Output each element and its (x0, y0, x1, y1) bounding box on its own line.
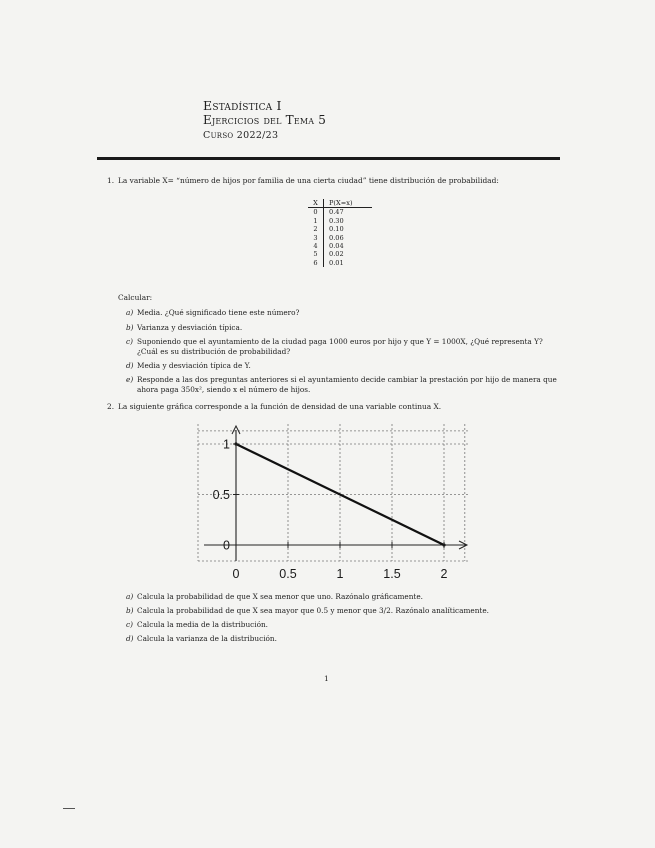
table-row (308, 225, 372, 233)
table-header-x: X (308, 199, 324, 208)
ex1-item-c (126, 337, 559, 356)
item-label: b) (126, 606, 134, 615)
item-label: d) (126, 634, 134, 643)
probability-table (308, 199, 372, 267)
ex2-item-c (126, 620, 557, 630)
item-label: e) (126, 375, 134, 384)
ex1-item-d (126, 361, 557, 371)
item-label: c) (126, 620, 133, 629)
ex2-item-a (126, 592, 557, 602)
item-text: Media y desviación típica de Y. (137, 361, 251, 370)
item-text: Calcula la probabilidad de que X sea mayor que 0.5 y menor que 3/2. Razónalo analíticamente. (137, 606, 490, 615)
ex2-item-d (126, 634, 557, 644)
table-row (308, 250, 372, 258)
table-cell: 4 (308, 242, 324, 250)
table-row (308, 259, 372, 267)
item-label: b) (126, 323, 134, 332)
table-cell: 0.10 (329, 225, 344, 234)
x-tick-label: 2 (440, 567, 448, 581)
density-chart (190, 420, 490, 592)
table-cell: 6 (308, 259, 324, 267)
item-text: Calcula la media de la distribución. (137, 620, 268, 629)
table-row (308, 242, 372, 250)
ex2-item-b (126, 606, 557, 616)
exercise-1-statement: La variable X= “número de hijos por familia de una cierta ciudad” tiene distribución de probabilidad: (118, 176, 499, 185)
table-cell: 2 (308, 225, 324, 233)
x-tick-label: 1 (336, 567, 344, 581)
table-cell: 0.47 (329, 208, 344, 217)
x-tick-label: 1.5 (383, 567, 401, 581)
item-text: Calcula la probabilidad de que X sea menor que uno. Razónalo gráficamente. (137, 592, 423, 601)
chart-tick-labels (213, 438, 448, 582)
exercise-1-number: 1. (107, 176, 115, 185)
page-number: 1 (324, 674, 329, 683)
document-header (203, 98, 326, 143)
exercise-2-number: 2. (107, 402, 115, 411)
ex1-item-e (126, 375, 559, 394)
x-tick-label: 0 (232, 567, 240, 581)
table-cell: 3 (308, 234, 324, 242)
exercise-2-statement: La siguiente gráfica corresponde a la función de densidad de una variable continua X. (118, 402, 442, 411)
table-row (308, 208, 372, 217)
course-year: Curso 2022/23 (203, 130, 279, 141)
table-cell: 5 (308, 250, 324, 258)
item-text: Media. ¿Qué significado tiene este número? (137, 308, 300, 317)
table-cell: 0.01 (329, 258, 344, 267)
table-row (308, 234, 372, 242)
item-label: c) (126, 337, 133, 346)
ex1-item-b (126, 323, 557, 333)
item-label: a) (126, 308, 134, 317)
header-divider (97, 157, 560, 160)
x-tick-label: 0.5 (279, 567, 297, 581)
table-cell: 0.06 (329, 233, 344, 242)
table-cell: 0.02 (329, 250, 344, 259)
item-text: Varianza y desviación típica. (137, 323, 243, 332)
calc-label: Calcular: (118, 293, 153, 302)
table-row (308, 217, 372, 225)
table-header-p: P(X=x) (324, 199, 373, 208)
y-tick-label: 0.5 (212, 488, 230, 502)
y-tick-label: 1 (223, 437, 230, 452)
item-label: a) (126, 592, 134, 601)
item-text: Responde a las dos preguntas anteriores si el ayuntamiento decide cambiar la prestación por hijo de manera que ahora paga 350x², siendo x el número de hijos. (137, 375, 557, 394)
item-text: Calcula la varianza de la distribución. (137, 634, 277, 643)
item-label: d) (126, 361, 134, 370)
subject-title: Estadística I (203, 98, 282, 113)
table-cell: 0 (308, 208, 324, 217)
y-tick-label: 0 (223, 538, 230, 553)
table-cell: 0.30 (329, 216, 344, 225)
table-cell: 0.04 (329, 242, 344, 251)
scan-edge-mark (63, 808, 75, 809)
table-cell: 1 (308, 217, 324, 225)
exercise-set-title: Ejercicios del Tema 5 (203, 113, 327, 127)
ex1-item-a (126, 308, 557, 318)
item-text: Suponiendo que el ayuntamiento de la ciudad paga 1000 euros por hijo y que Y = 1000X, ¿Qué representa Y? ¿Cuál es su distribución de probabilidad? (137, 337, 543, 356)
